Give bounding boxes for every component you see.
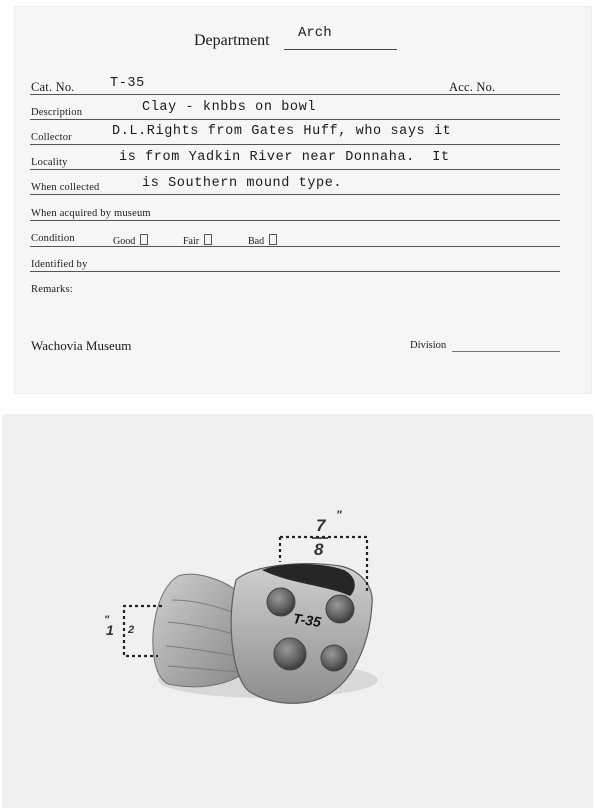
height-fraction-denominator: 2 xyxy=(128,624,135,636)
when-collected-value: is Southern mound type. xyxy=(142,176,343,191)
object-label: T-35 xyxy=(292,610,322,630)
locality-label: Locality xyxy=(31,157,68,168)
width-inch-mark: " xyxy=(336,508,342,522)
cat-no-label: Cat. No. xyxy=(31,80,75,94)
acc-no-label: Acc. No. xyxy=(449,80,496,94)
division-label: Division xyxy=(410,340,447,351)
height-fraction-numerator: 1 xyxy=(106,622,114,638)
department-value: Arch xyxy=(298,25,332,41)
when-acquired-label: When acquired by museum xyxy=(31,208,151,219)
cat-no-value: T-35 xyxy=(110,76,145,91)
knob-2 xyxy=(326,595,354,623)
condition-bad-label: Bad xyxy=(248,236,265,247)
description-value: Clay - knbbs on bowl xyxy=(142,100,317,115)
museum-name: Wachovia Museum xyxy=(31,338,132,353)
collector-value: D.L.Rights from Gates Huff, who says it xyxy=(112,124,452,139)
department-label: Department xyxy=(194,32,270,49)
knob-4 xyxy=(321,645,347,671)
height-inch-mark: " xyxy=(104,614,110,626)
condition-label: Condition xyxy=(31,233,75,244)
condition-fair-label: Fair xyxy=(183,236,200,247)
pipe-stem xyxy=(153,574,240,687)
locality-value: is from Yadkin River near Donnaha. It xyxy=(119,150,450,165)
width-fraction-numerator: 7 xyxy=(316,516,326,535)
knob-1 xyxy=(267,588,295,616)
description-label: Description xyxy=(31,107,83,118)
remarks-label: Remarks: xyxy=(31,284,73,295)
collector-label: Collector xyxy=(31,132,72,143)
condition-good-label: Good xyxy=(113,236,136,247)
identified-by-label: Identified by xyxy=(31,259,88,270)
width-fraction-denominator: 8 xyxy=(314,540,324,559)
when-collected-label: When collected xyxy=(31,182,100,193)
knob-3 xyxy=(274,638,306,670)
